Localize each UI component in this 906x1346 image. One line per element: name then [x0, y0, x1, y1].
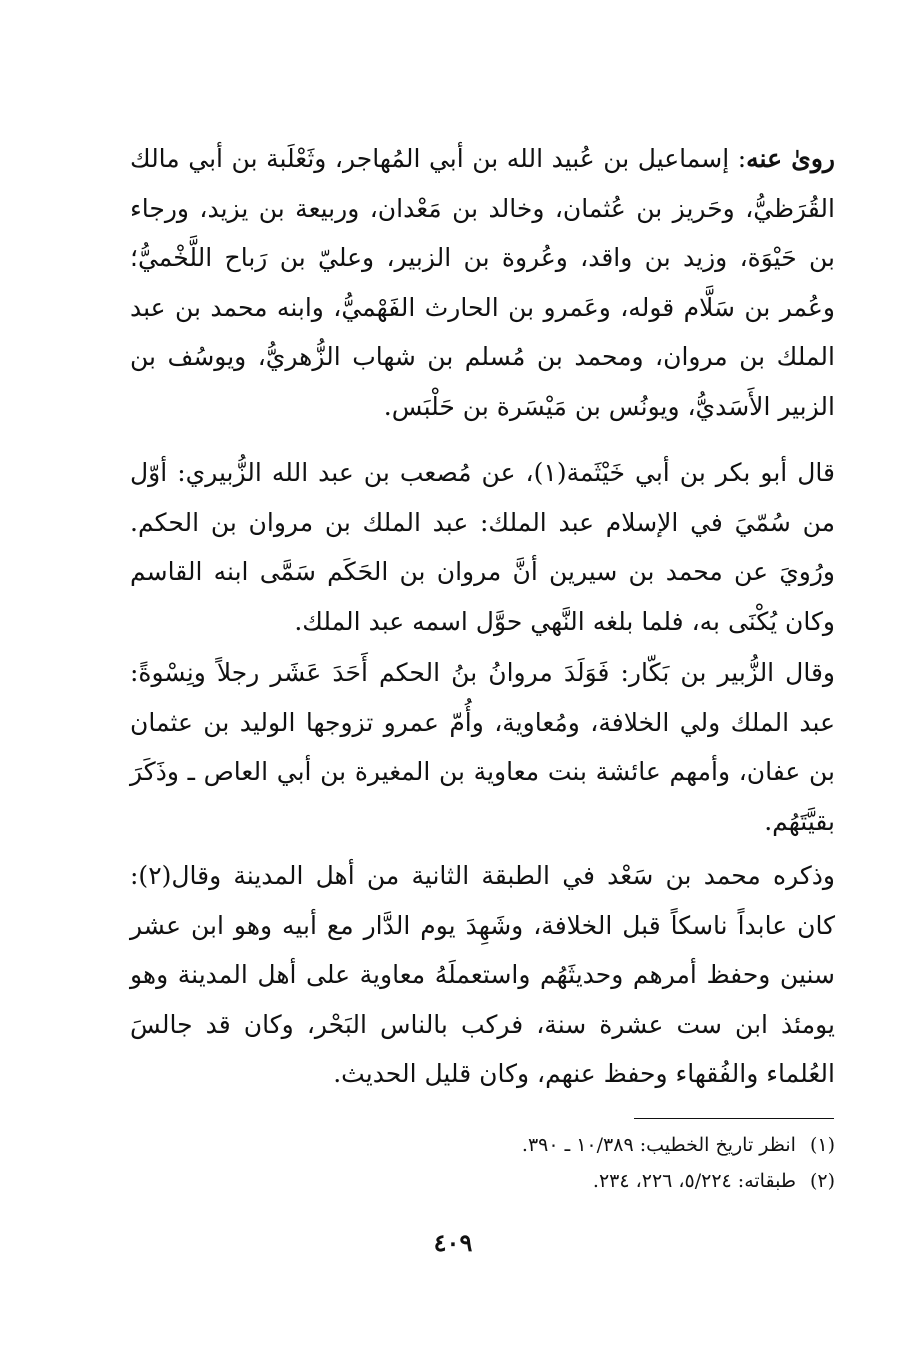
- paragraph-body: : إسماعيل بن عُبيد الله بن أبي المُهاجر، وثَعْلَبة بن أبي مالك القُرَظيُّ، وحَريز بن عُثمان، وخالد بن مَعْدان، وربيعة بن يزيد، ورجاء بن حَيْوَة، وزيد بن واقد، وعُروة بن الزبير، وعليّ بن رَباح اللَّخْميُّ؛ وعُمر بن سَلَّام قوله، وعَمرو بن الحارث الفَهْميُّ، وابنه محمد بن عبد الملك بن مروان، ومحمد بن مُسلم بن شهاب الزُّهريُّ، ويوسُف بن الزبير الأَسَديُّ، ويونُس بن مَيْسَرة بن حَلْبَس.: [130, 144, 835, 421]
- paragraph-narrators: [130, 134, 835, 431]
- page-number: ٤٠٩: [433, 1228, 473, 1257]
- paragraph-text: وذكره محمد بن سَعْد في الطبقة الثانية من أهل المدينة وقال(٢): كان عابداً ناسكاً قبل الخلافة، وشَهِدَ يوم الدَّار مع أبيه وهو ابن عشر سنين وحفظ أمرهم وحديثَهُم واستعملَهُ معاوية على أهل المدينة وهو يومئذ ابن ست عشرة سنة، فركب بالناس البَحْر، وكان قد جالسَ العُلماء والفُقهاء وحفظ عنهم، وكان قليل الحديث.: [130, 861, 835, 1088]
- footnotes: [380, 1127, 835, 1199]
- footnote-separator: [634, 1118, 834, 1119]
- paragraph-text: قال أبو بكر بن أبي خَيْثَمة(١)، عن مُصعب بن عبد الله الزُّبيري: أوّل من سُمّيَ في الإسلام عبد الملك: عبد الملك بن مروان بن الحكم. ورُويَ عن محمد بن سيرين أنَّ مروان بن الحَكَم سَمَّى ابنه القاسم وكان يُكْنَى به، فلما بلغه النَّهي حوَّل اسمه عبد الملك.: [130, 458, 835, 636]
- paragraph-lead-heading: روىٰ عنه: [746, 144, 836, 173]
- paragraph-biography: [130, 851, 835, 1099]
- paragraph-offspring: [130, 648, 835, 846]
- footnote-number: (١): [809, 1134, 835, 1156]
- footnote-text: طبقاته: ٥/٢٢٤، ٢٢٦، ٢٣٤.: [592, 1170, 796, 1192]
- paragraph-text: وقال الزُّبير بن بَكّار: فَوَلَدَ مروانُ بنُ الحكم أَحَدَ عَشَر رجلاً ونِسْوةً: عبد الملك ولي الخلافة، ومُعاوية، وأُمّ عمرو تزوجها الوليد بن عثمان بن عفان، وأمهم عائشة بنت معاوية بن المغيرة بن أبي العاص ـ وذَكَرَ بقيَّتَهُم.: [130, 658, 835, 836]
- paragraph-naming: [130, 448, 835, 646]
- footnote-item: [380, 1163, 835, 1199]
- footnote-item: [380, 1127, 835, 1163]
- paragraph-text: [130, 134, 835, 431]
- footnote-number: (٢): [809, 1170, 835, 1192]
- footnote-text: انظر تاريخ الخطيب: ١٠/٣٨٩ ـ ٣٩٠.: [521, 1134, 796, 1156]
